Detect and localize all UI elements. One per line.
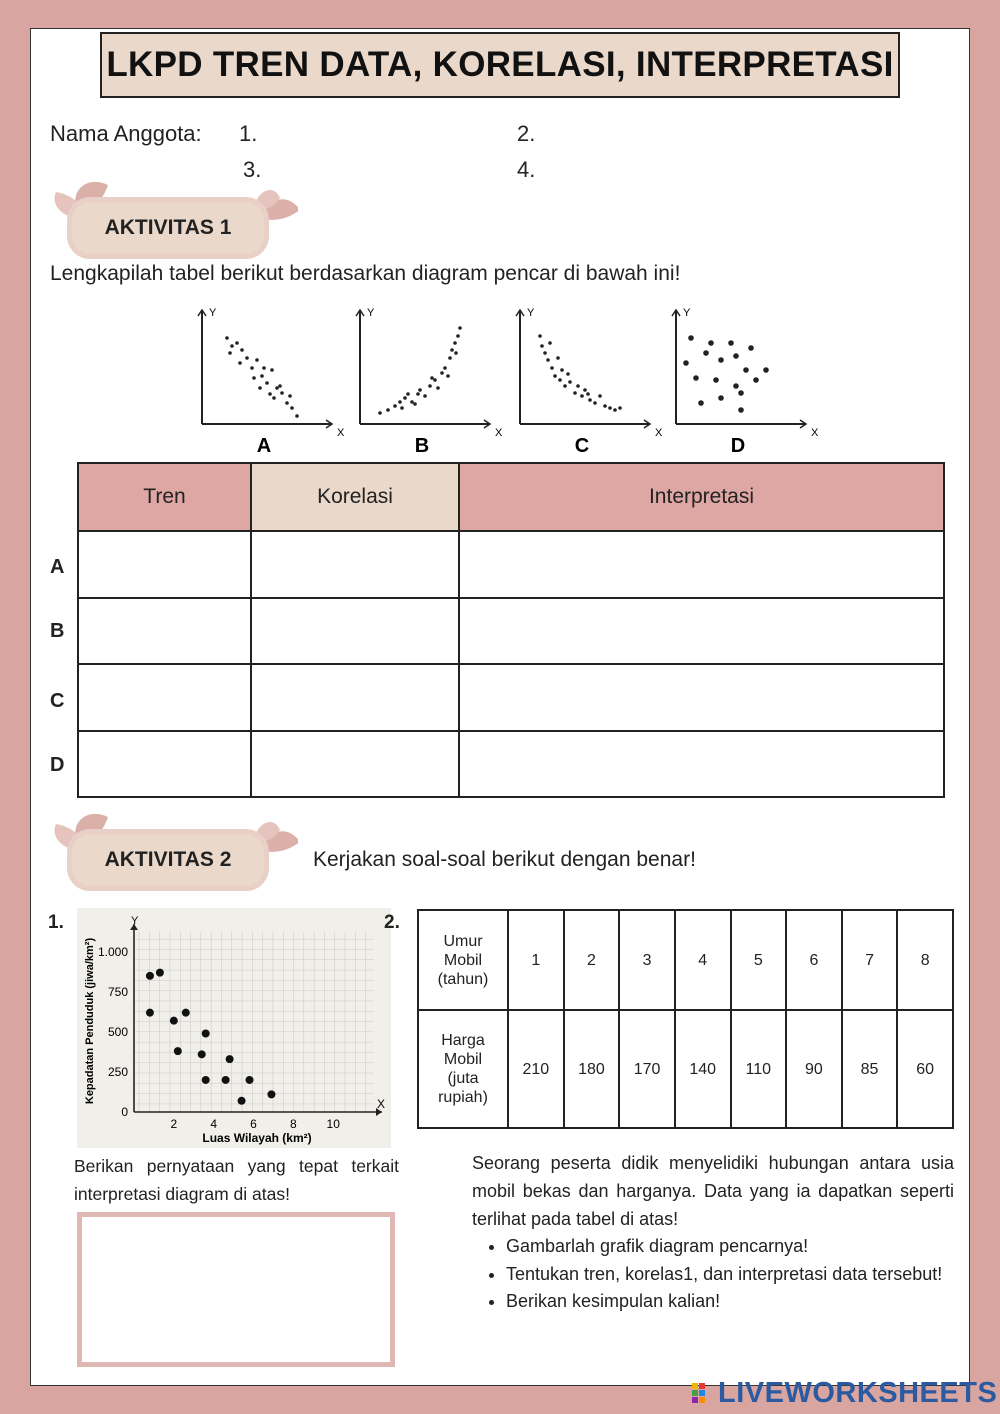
mini-y-label: Y (367, 307, 375, 319)
mini-point (588, 398, 592, 402)
mini-point (738, 390, 744, 396)
mini-point (603, 404, 607, 408)
mini-point (718, 395, 724, 401)
mini-chart-d (672, 307, 819, 457)
row-label-b: B (50, 620, 65, 642)
age-cell: 6 (786, 910, 842, 1010)
mini-point (443, 366, 447, 370)
answer-b-interpretasi[interactable] (459, 598, 944, 665)
price-cell: 210 (508, 1010, 564, 1128)
mini-point (403, 396, 407, 400)
mini-point (553, 374, 557, 378)
mini-chart-b (356, 307, 503, 457)
row-label-d: D (50, 754, 65, 776)
scatter-point (267, 1090, 275, 1098)
mini-scatter-diagrams (190, 298, 820, 458)
mini-point (272, 396, 276, 400)
age-cell: 4 (675, 910, 731, 1010)
mini-point (608, 406, 612, 410)
scatter-point (202, 1030, 210, 1038)
x-tick-label: 6 (250, 1117, 257, 1131)
task-item: • Gambarlah grafik diagram pencarnya! (506, 1233, 954, 1261)
price-cell: 170 (619, 1010, 675, 1128)
mini-point (613, 408, 617, 412)
mini-point (568, 380, 572, 384)
task-item: • Berikan kesimpulan kalian! (506, 1288, 954, 1316)
scatter-point (174, 1047, 182, 1055)
mini-point (400, 406, 404, 410)
mini-point (693, 375, 699, 381)
mini-point (458, 326, 462, 330)
mini-point (410, 400, 414, 404)
mini-point (598, 394, 602, 398)
mini-point (713, 377, 719, 383)
mini-point (708, 340, 714, 346)
activity-2-badge: AKTIVITAS 2 (72, 834, 264, 886)
mini-chart-c (516, 307, 663, 457)
answer-d-korelasi[interactable] (251, 731, 459, 798)
price-cell: 110 (731, 1010, 787, 1128)
mini-point (576, 384, 580, 388)
mini-point (618, 406, 622, 410)
mini-point (260, 374, 264, 378)
answer-b-korelasi[interactable] (251, 598, 459, 665)
mini-x-label: X (337, 427, 345, 439)
mini-point (393, 404, 397, 408)
mini-point (255, 358, 259, 362)
mini-point (450, 348, 454, 352)
mini-chart-label: B (414, 435, 430, 457)
x-axis-letter: X (377, 1097, 386, 1111)
mini-point (285, 401, 289, 405)
mini-point (258, 386, 262, 390)
mini-point (593, 401, 597, 405)
mini-point (398, 400, 402, 404)
mini-point (586, 392, 590, 396)
mini-point (440, 371, 444, 375)
row-2-label: Harga Mobil (juta rupiah) (418, 1010, 508, 1128)
mini-point (228, 351, 232, 355)
mini-point (454, 351, 458, 355)
mini-x-label: X (811, 427, 819, 439)
mini-point (280, 391, 284, 395)
mini-point (295, 414, 299, 418)
mini-point (290, 406, 294, 410)
scatter-point (222, 1076, 230, 1084)
mini-point (583, 388, 587, 392)
age-cell: 5 (731, 910, 787, 1010)
mini-point (423, 394, 427, 398)
liveworksheets-logo-icon (692, 1381, 714, 1407)
answer-a-tren[interactable] (78, 531, 251, 598)
age-cell: 3 (619, 910, 675, 1010)
mini-point (743, 367, 749, 373)
scatter-point (146, 972, 154, 980)
mini-point (275, 386, 279, 390)
mini-point (540, 344, 544, 348)
row-label-c: C (50, 690, 65, 712)
mini-x-label: X (495, 427, 503, 439)
mini-point (556, 356, 560, 360)
mini-x-label: X (655, 427, 663, 439)
mini-point (733, 353, 739, 359)
question-1-prompt: Berikan pernyataan yang tepat terkait interpretasi diagram di atas! (74, 1156, 399, 1204)
mini-y-label: Y (527, 307, 535, 319)
mini-point (235, 341, 239, 345)
age-cell: 1 (508, 910, 564, 1010)
answer-c-korelasi[interactable] (251, 664, 459, 731)
mini-point (436, 386, 440, 390)
header-tren: Tren (78, 463, 251, 531)
mini-point (548, 341, 552, 345)
age-cell: 8 (897, 910, 953, 1010)
mini-y-label: Y (209, 307, 217, 319)
liveworksheets-brand: LIVEWORKSHEETS (718, 1377, 998, 1409)
question-1-answer-box[interactable] (77, 1212, 395, 1367)
answer-a-korelasi[interactable] (251, 531, 459, 598)
mini-point (278, 384, 282, 388)
age-cell: 7 (842, 910, 898, 1010)
mini-point (446, 374, 450, 378)
mini-point (268, 392, 272, 396)
x-tick-label: 8 (290, 1117, 297, 1131)
mini-point (418, 388, 422, 392)
y-tick-label: 500 (107, 1024, 128, 1039)
member-3: 3. (243, 157, 262, 182)
task-item: • Tentukan tren, korelas1, dan interpretasi data tersebut! (506, 1261, 954, 1289)
y-axis-label: Kepadatan Penduduk (jiwa/km²) (84, 937, 96, 1105)
member-2: 2. (517, 121, 536, 146)
question-2-description: Seorang peserta didik menyelidiki hubungan antara usia mobil bekas dan harganya. Data yang ia dapatkan seperti terlihat pada tabel di atas! (472, 1153, 954, 1229)
activity-1-badge: AKTIVITAS 1 (72, 202, 264, 254)
y-axis-letter: Y (131, 915, 139, 927)
price-cell: 90 (786, 1010, 842, 1128)
price-cell: 140 (675, 1010, 731, 1128)
mini-point (453, 341, 457, 345)
mini-point (225, 336, 229, 340)
mini-point (718, 357, 724, 363)
mini-chart-label: D (730, 435, 746, 457)
row-1-label: Umur Mobil (tahun) (418, 910, 508, 1010)
members-label: Nama Anggota: (50, 121, 202, 146)
mini-point (688, 335, 694, 341)
activity-2-instruction: Kerjakan soal-soal berikut dengan benar! (313, 848, 696, 871)
x-tick-label: 10 (326, 1117, 340, 1131)
mini-point (573, 391, 577, 395)
mini-y-label: Y (683, 307, 691, 319)
scatter-point (198, 1050, 206, 1058)
mini-point (430, 376, 434, 380)
activity-1-instruction: Lengkapilah tabel berikut berdasarkan diagram pencar di bawah ini! (50, 262, 681, 285)
answer-b-tren[interactable] (78, 598, 251, 665)
mini-point (563, 384, 567, 388)
mini-point (733, 383, 739, 389)
mini-point (378, 411, 382, 415)
answer-a-interpretasi[interactable] (459, 531, 944, 598)
mini-point (250, 366, 254, 370)
mini-point (543, 351, 547, 355)
scatter-point (146, 1009, 154, 1017)
x-tick-label: 2 (170, 1117, 178, 1131)
question-2-number: 2. (384, 912, 400, 933)
price-cell: 180 (564, 1010, 620, 1128)
header-interpretasi: Interpretasi (459, 463, 944, 531)
car-data-table (417, 909, 954, 1129)
worksheet-title: LKPD TREN DATA, KORELASI, INTERPRETASI (106, 45, 894, 84)
mini-point (230, 344, 234, 348)
y-tick-label: 1.000 (97, 944, 128, 959)
scatter-point (246, 1076, 254, 1084)
scatter-point (182, 1009, 190, 1017)
age-cell: 2 (564, 910, 620, 1010)
member-4: 4. (517, 157, 536, 182)
mini-point (698, 400, 704, 406)
row-label-a: A (50, 556, 65, 578)
answer-d-interpretasi[interactable] (459, 731, 944, 798)
mini-point (288, 394, 292, 398)
liveworksheets-logo (692, 1377, 997, 1410)
mini-point (416, 392, 420, 396)
mini-chart-label: C (574, 435, 590, 457)
worksheet-title-box (100, 32, 900, 98)
answer-c-interpretasi[interactable] (459, 664, 944, 731)
scatter-point (226, 1055, 234, 1063)
activity-1-table (77, 462, 945, 798)
header-korelasi: Korelasi (251, 463, 459, 531)
x-tick-label: 4 (210, 1117, 218, 1131)
mini-point (728, 340, 734, 346)
question-1-number: 1. (48, 912, 64, 933)
mini-point (413, 402, 417, 406)
mini-point (238, 361, 242, 365)
mini-point (558, 378, 562, 382)
mini-point (245, 356, 249, 360)
mini-point (580, 394, 584, 398)
mini-point (738, 407, 744, 413)
x-axis-label: Luas Wilayah (km²) (202, 1131, 312, 1145)
mini-point (428, 384, 432, 388)
scatter-point (238, 1097, 246, 1105)
mini-point (262, 366, 266, 370)
mini-point (538, 334, 542, 338)
mini-point (566, 372, 570, 376)
y-tick-label: 250 (107, 1064, 128, 1079)
mini-point (433, 378, 437, 382)
y-tick-label: 0 (121, 1105, 128, 1119)
mini-point (748, 345, 754, 351)
mini-point (265, 381, 269, 385)
chart-grid (134, 932, 374, 1112)
mini-point (386, 408, 390, 412)
scatter-point (170, 1017, 178, 1025)
mini-point (406, 392, 410, 396)
mini-point (456, 334, 460, 338)
y-tick-label: 750 (107, 984, 128, 999)
mini-point (703, 350, 709, 356)
mini-chart-label: A (256, 435, 272, 457)
scatter-point (156, 969, 164, 977)
mini-point (240, 348, 244, 352)
mini-point (763, 367, 769, 373)
price-cell: 85 (842, 1010, 898, 1128)
answer-d-tren[interactable] (78, 731, 251, 798)
mini-point (252, 376, 256, 380)
question-2-task-list (472, 1233, 954, 1316)
member-1: 1. (239, 121, 258, 146)
price-cell: 60 (897, 1010, 953, 1128)
mini-point (560, 368, 564, 372)
mini-point (753, 377, 759, 383)
mini-point (448, 356, 452, 360)
scatter-point (202, 1076, 210, 1084)
mini-chart-a (198, 307, 345, 457)
population-density-scatter-chart (77, 908, 391, 1148)
answer-c-tren[interactable] (78, 664, 251, 731)
mini-point (550, 366, 554, 370)
mini-point (546, 358, 550, 362)
mini-point (683, 360, 689, 366)
mini-point (270, 368, 274, 372)
